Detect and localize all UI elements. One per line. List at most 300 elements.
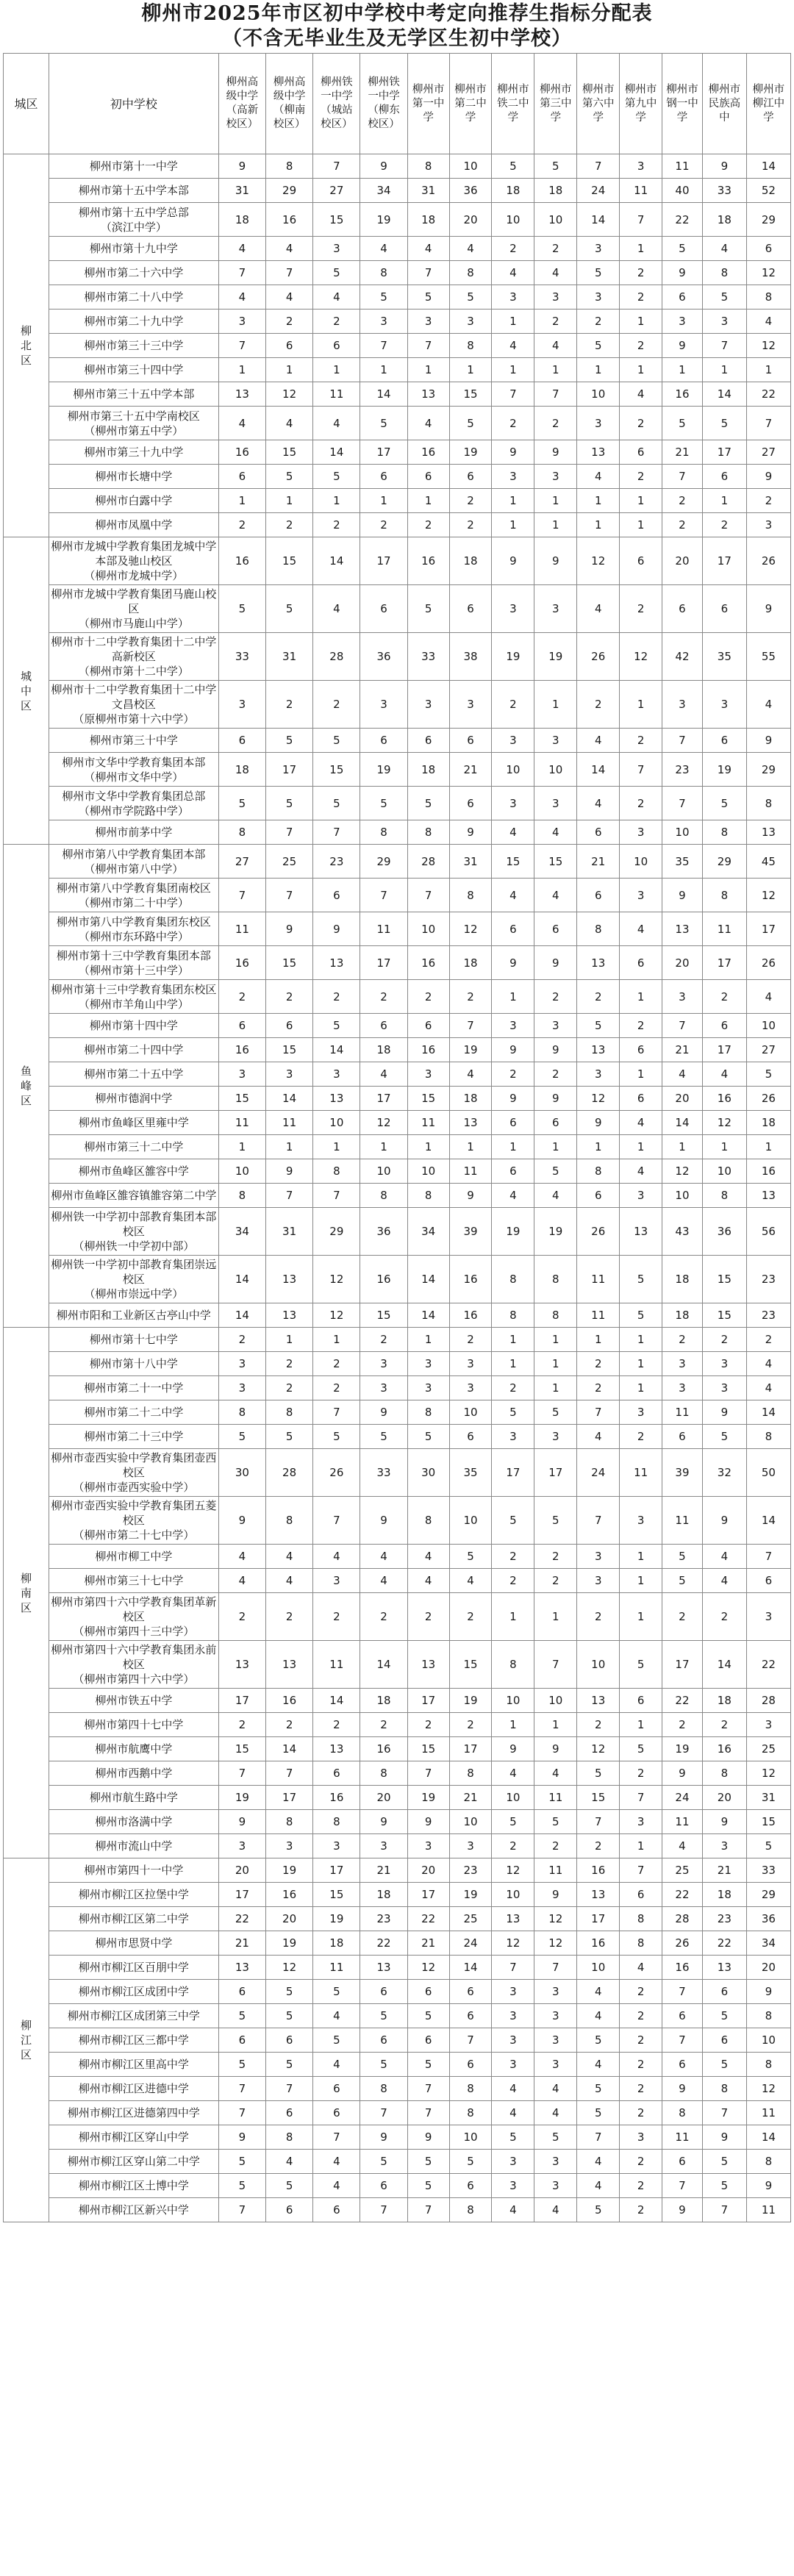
quota-cell: 3: [702, 1352, 746, 1376]
header-target-line: 校区）: [273, 118, 306, 130]
quota-cell: 2: [265, 1713, 312, 1737]
quota-cell: 23: [746, 1256, 790, 1303]
quota-cell: 20: [662, 946, 703, 980]
quota-cell: 4: [265, 1569, 312, 1593]
quota-cell: 3: [449, 1352, 492, 1376]
table-row: [4, 1400, 791, 1425]
quota-cell: 9: [662, 2077, 703, 2101]
quota-cell: 6: [492, 912, 534, 946]
header-target-6: [449, 54, 492, 154]
quota-cell: 4: [218, 1545, 265, 1569]
quota-cell: 2: [620, 787, 662, 820]
quota-cell: 18: [702, 203, 746, 237]
quota-cell: 2: [534, 1062, 577, 1087]
quota-cell: 14: [577, 203, 620, 237]
school-name-line: 柳州市柳江区穿山第二中学: [67, 2155, 200, 2168]
quota-cell: 3: [313, 1062, 360, 1087]
quota-cell: 1: [534, 1376, 577, 1400]
quota-cell: 8: [702, 1184, 746, 1208]
quota-cell: 6: [492, 1111, 534, 1135]
school-name-line: 柳州市航鹰中学: [95, 1742, 173, 1756]
quota-cell: 19: [534, 1208, 577, 1256]
district-name-char: 鱼: [21, 1065, 32, 1078]
quota-cell: 5: [577, 2198, 620, 2222]
quota-cell: 22: [407, 1907, 449, 1931]
quota-cell: 9: [360, 1400, 407, 1425]
quota-cell: 10: [492, 203, 534, 237]
quota-cell: 13: [407, 1641, 449, 1689]
quota-cell: 16: [265, 1883, 312, 1907]
quota-cell: 5: [265, 2174, 312, 2198]
quota-cell: 8: [313, 1810, 360, 1834]
quota-cell: 16: [662, 382, 703, 407]
quota-cell: 14: [265, 1737, 312, 1761]
school-name-line: 柳州市第十七中学: [89, 1333, 178, 1346]
quota-cell: 4: [218, 1569, 265, 1593]
quota-cell: 4: [534, 334, 577, 358]
quota-cell: 7: [218, 2198, 265, 2222]
quota-cell: 13: [407, 382, 449, 407]
header-target-line: 中: [719, 111, 730, 124]
quota-cell: 35: [662, 845, 703, 879]
quota-cell: 18: [360, 1038, 407, 1062]
quota-cell: 2: [620, 2004, 662, 2028]
school-name-line: 柳州市第三十七中学: [84, 1574, 184, 1587]
quota-cell: 8: [407, 1497, 449, 1545]
quota-cell: 1: [492, 513, 534, 537]
quota-cell: 4: [265, 1545, 312, 1569]
quota-cell: 8: [360, 1761, 407, 1786]
quota-cell: 5: [702, 1425, 746, 1449]
quota-cell: 3: [313, 1569, 360, 1593]
quota-cell: 4: [492, 2077, 534, 2101]
quota-cell: 1: [313, 1328, 360, 1352]
quota-cell: 16: [265, 203, 312, 237]
quota-cell: 3: [577, 285, 620, 310]
quota-cell: 2: [449, 513, 492, 537]
quota-cell: 3: [360, 310, 407, 334]
quota-cell: 10: [449, 1810, 492, 1834]
school-name-cell: [49, 1135, 219, 1159]
quota-cell: 13: [702, 1956, 746, 1980]
school-name-line: （柳州市龙城中学）: [84, 569, 184, 582]
quota-cell: 12: [313, 1256, 360, 1303]
header-target-line: 柳州高: [273, 76, 306, 88]
quota-cell: 6: [662, 2004, 703, 2028]
quota-cell: 16: [218, 440, 265, 465]
school-name-line: 柳州市第四十七中学: [84, 1718, 184, 1731]
quota-cell: 15: [407, 1737, 449, 1761]
quota-cell: 19: [449, 440, 492, 465]
quota-cell: 7: [360, 2101, 407, 2125]
quota-cell: 10: [492, 753, 534, 787]
quota-cell: 8: [449, 261, 492, 285]
quota-cell: 3: [492, 1014, 534, 1038]
quota-cell: 4: [620, 1111, 662, 1135]
quota-cell: 6: [702, 465, 746, 489]
table-row: [4, 1810, 791, 1834]
school-name-cell: [49, 2053, 219, 2077]
school-name-line: （柳州市羊角山中学）: [78, 997, 189, 1011]
quota-cell: 5: [313, 1980, 360, 2004]
quota-cell: 9: [534, 1737, 577, 1761]
quota-cell: 11: [265, 1111, 312, 1135]
table-row: [4, 879, 791, 912]
quota-cell: 23: [360, 1907, 407, 1931]
quota-cell: 10: [492, 1883, 534, 1907]
quota-cell: 7: [265, 820, 312, 845]
quota-cell: 7: [407, 2101, 449, 2125]
header-target-line: （城站: [321, 104, 353, 116]
quota-cell: 6: [449, 585, 492, 633]
school-name-cell: [49, 1713, 219, 1737]
quota-cell: 24: [577, 1449, 620, 1497]
quota-cell: 21: [218, 1931, 265, 1956]
school-name-line: 柳州市前茅中学: [95, 826, 173, 839]
quota-cell: 2: [265, 1593, 312, 1641]
quota-cell: 12: [492, 1931, 534, 1956]
school-name-cell: [49, 879, 219, 912]
quota-cell: 3: [218, 681, 265, 729]
quota-cell: 15: [702, 1256, 746, 1303]
quota-cell: 3: [534, 1980, 577, 2004]
quota-cell: 26: [577, 633, 620, 681]
quota-cell: 17: [407, 1689, 449, 1713]
header-target-line: 柳州高: [226, 76, 259, 88]
quota-cell: 6: [662, 2150, 703, 2174]
quota-cell: 1: [492, 1328, 534, 1352]
school-name-cell: [49, 1858, 219, 1883]
quota-cell: 5: [313, 1014, 360, 1038]
quota-cell: 3: [577, 407, 620, 440]
quota-cell: 2: [577, 1376, 620, 1400]
school-name-line: 柳州市鱼峰区里雍中学: [78, 1116, 189, 1129]
quota-cell: 9: [492, 440, 534, 465]
school-name-cell: [49, 2125, 219, 2150]
quota-cell: 1: [492, 980, 534, 1014]
school-name-cell: [49, 489, 219, 513]
quota-cell: 29: [702, 845, 746, 879]
quota-cell: 9: [218, 154, 265, 179]
quota-cell: 17: [702, 946, 746, 980]
header-target-line: 学: [550, 111, 562, 124]
quota-cell: 1: [407, 489, 449, 513]
school-name-cell: [49, 407, 219, 440]
quota-cell: 4: [577, 2174, 620, 2198]
quota-cell: 7: [360, 334, 407, 358]
school-name-cell: [49, 1038, 219, 1062]
quota-cell: 9: [449, 1184, 492, 1208]
quota-cell: 5: [218, 2150, 265, 2174]
header-target-4: [360, 54, 407, 154]
quota-cell: 2: [407, 513, 449, 537]
quota-cell: 29: [746, 753, 790, 787]
table-row: [4, 513, 791, 537]
quota-cell: 17: [534, 1449, 577, 1497]
quota-cell: 8: [449, 2101, 492, 2125]
school-name-line: 柳州市思贤中学: [95, 1936, 173, 1950]
quota-cell: 5: [746, 1062, 790, 1087]
quota-cell: 19: [662, 1737, 703, 1761]
quota-cell: 1: [407, 358, 449, 382]
quota-cell: 3: [702, 310, 746, 334]
quota-cell: 5: [449, 1545, 492, 1569]
district-name-char: 区: [21, 698, 32, 712]
quota-cell: 8: [746, 787, 790, 820]
quota-cell: 1: [360, 1135, 407, 1159]
quota-cell: 7: [265, 879, 312, 912]
header-target-line: 柳州市: [582, 83, 615, 96]
quota-cell: 17: [702, 440, 746, 465]
header-target-line: 柳州市: [666, 83, 698, 96]
quota-cell: 15: [313, 753, 360, 787]
table-row: [4, 1062, 791, 1087]
quota-cell: 5: [492, 2125, 534, 2150]
quota-cell: 18: [218, 753, 265, 787]
quota-cell: 7: [218, 334, 265, 358]
school-name-cell: [49, 1980, 219, 2004]
table-row: [4, 1111, 791, 1135]
quota-cell: 2: [218, 1328, 265, 1352]
quota-cell: 15: [702, 1303, 746, 1328]
quota-cell: 4: [534, 261, 577, 285]
quota-cell: 5: [577, 2101, 620, 2125]
quota-cell: 17: [702, 537, 746, 585]
quota-cell: 7: [407, 879, 449, 912]
allocation-table: [3, 53, 791, 2222]
quota-cell: 4: [449, 237, 492, 261]
header-target-9: [577, 54, 620, 154]
quota-cell: 20: [746, 1956, 790, 1980]
quota-cell: 2: [492, 407, 534, 440]
quota-cell: 5: [577, 1014, 620, 1038]
school-name-line: 柳州市文华中学教育集团本部: [62, 755, 206, 769]
quota-cell: 11: [702, 912, 746, 946]
quota-cell: 6: [702, 585, 746, 633]
table-row: [4, 820, 791, 845]
table-row: [4, 1545, 791, 1569]
quota-cell: 3: [534, 729, 577, 753]
quota-cell: 8: [746, 285, 790, 310]
quota-cell: 6: [449, 1980, 492, 2004]
quota-cell: 1: [492, 489, 534, 513]
quota-cell: 9: [265, 912, 312, 946]
quota-cell: 16: [265, 1689, 312, 1713]
quota-cell: 8: [620, 1907, 662, 1931]
table-row: [4, 1497, 791, 1545]
quota-cell: 2: [265, 980, 312, 1014]
quota-cell: 1: [534, 681, 577, 729]
header-target-line: 铁二中: [497, 97, 529, 110]
quota-cell: 5: [313, 729, 360, 753]
quota-cell: 19: [534, 633, 577, 681]
quota-cell: 2: [492, 1569, 534, 1593]
quota-cell: 23: [702, 1907, 746, 1931]
quota-cell: 28: [313, 633, 360, 681]
school-name-line: 柳州市龙城中学教育集团马鹿山校: [51, 587, 217, 601]
quota-cell: 7: [534, 382, 577, 407]
quota-cell: 6: [702, 1980, 746, 2004]
quota-cell: 1: [534, 1328, 577, 1352]
quota-cell: 5: [702, 787, 746, 820]
school-name-cell: [49, 681, 219, 729]
quota-cell: 15: [265, 537, 312, 585]
quota-cell: 10: [492, 1689, 534, 1713]
school-name-line: 柳州市十二中学教育集团十二中学: [51, 635, 217, 648]
quota-cell: 9: [662, 879, 703, 912]
school-name-line: （柳州市第二十中学）: [78, 895, 189, 909]
quota-cell: 2: [620, 407, 662, 440]
quota-cell: 7: [218, 1761, 265, 1786]
header-target-line: 第一中: [412, 97, 445, 110]
quota-cell: 2: [449, 1328, 492, 1352]
table-row: [4, 334, 791, 358]
quota-cell: 2: [313, 1713, 360, 1737]
quota-cell: 3: [407, 1376, 449, 1400]
quota-cell: 3: [265, 1062, 312, 1087]
quota-cell: 16: [407, 537, 449, 585]
quota-cell: 3: [534, 787, 577, 820]
quota-cell: 2: [662, 513, 703, 537]
quota-cell: 9: [534, 1038, 577, 1062]
quota-cell: 6: [218, 1014, 265, 1038]
quota-cell: 18: [449, 537, 492, 585]
quota-cell: 7: [662, 1014, 703, 1038]
quota-cell: 14: [662, 1111, 703, 1135]
quota-cell: 1: [620, 358, 662, 382]
quota-cell: 3: [449, 310, 492, 334]
quota-cell: 3: [620, 1400, 662, 1425]
quota-cell: 27: [746, 440, 790, 465]
quota-cell: 9: [702, 1810, 746, 1834]
school-name-line: 柳州市德润中学: [95, 1092, 173, 1105]
quota-cell: 5: [492, 154, 534, 179]
quota-cell: 2: [620, 2028, 662, 2053]
quota-cell: 3: [218, 1352, 265, 1376]
quota-cell: 9: [662, 1761, 703, 1786]
quota-cell: 13: [746, 820, 790, 845]
quota-cell: 29: [265, 179, 312, 203]
school-name-line: （柳州市马鹿山中学）: [78, 617, 189, 630]
quota-cell: 4: [577, 2004, 620, 2028]
quota-cell: 7: [620, 203, 662, 237]
quota-cell: 16: [449, 1303, 492, 1328]
quota-cell: 1: [577, 1135, 620, 1159]
quota-cell: 5: [702, 2004, 746, 2028]
header-target-line: 民族高: [708, 97, 741, 110]
quota-cell: 1: [534, 1713, 577, 1737]
quota-cell: 8: [746, 2150, 790, 2174]
quota-cell: 2: [313, 980, 360, 1014]
quota-cell: 4: [313, 285, 360, 310]
quota-cell: 27: [313, 179, 360, 203]
quota-cell: 9: [360, 154, 407, 179]
school-name-line: 柳州市第二十四中学: [84, 1043, 184, 1056]
school-name-line: 柳州市阳和工业新区古亭山中学: [56, 1309, 211, 1322]
quota-cell: 4: [313, 585, 360, 633]
quota-cell: 5: [218, 585, 265, 633]
quota-cell: 9: [662, 261, 703, 285]
header-target-10: [620, 54, 662, 154]
quota-cell: 8: [702, 820, 746, 845]
quota-cell: 2: [492, 1834, 534, 1858]
quota-cell: 13: [577, 1689, 620, 1713]
quota-cell: 2: [218, 1713, 265, 1737]
quota-cell: 10: [449, 154, 492, 179]
quota-cell: 9: [746, 585, 790, 633]
quota-cell: 14: [218, 1256, 265, 1303]
quota-cell: 3: [492, 1425, 534, 1449]
quota-cell: 2: [492, 1376, 534, 1400]
school-name-cell: [49, 1352, 219, 1376]
quota-cell: 3: [534, 585, 577, 633]
header-target-line: 学: [763, 111, 774, 124]
quota-cell: 6: [407, 465, 449, 489]
quota-cell: 2: [360, 513, 407, 537]
quota-cell: 10: [449, 1400, 492, 1425]
quota-cell: 2: [702, 1713, 746, 1737]
quota-cell: 9: [534, 537, 577, 585]
quota-cell: 4: [492, 820, 534, 845]
school-name-line: 柳州市第二十二中学: [84, 1406, 184, 1419]
table-row: [4, 787, 791, 820]
quota-cell: 4: [620, 1956, 662, 1980]
quota-cell: 10: [534, 203, 577, 237]
quota-cell: 2: [534, 980, 577, 1014]
table-row: [4, 1931, 791, 1956]
quota-cell: 17: [449, 1737, 492, 1761]
quota-cell: 4: [702, 237, 746, 261]
quota-cell: 40: [662, 179, 703, 203]
quota-cell: 7: [360, 2198, 407, 2222]
quota-cell: 36: [449, 179, 492, 203]
quota-cell: 4: [449, 1569, 492, 1593]
quota-cell: 15: [449, 382, 492, 407]
quota-cell: 11: [449, 1159, 492, 1184]
quota-cell: 3: [620, 2125, 662, 2150]
table-row: [4, 1593, 791, 1641]
quota-cell: 1: [620, 310, 662, 334]
quota-cell: 4: [746, 980, 790, 1014]
quota-cell: 2: [662, 1328, 703, 1352]
quota-cell: 7: [662, 787, 703, 820]
quota-cell: 2: [265, 1376, 312, 1400]
quota-cell: 6: [746, 1569, 790, 1593]
quota-cell: 13: [218, 1956, 265, 1980]
quota-cell: 5: [662, 1569, 703, 1593]
school-name-cell: [49, 1907, 219, 1931]
quota-cell: 4: [746, 681, 790, 729]
quota-cell: 2: [265, 513, 312, 537]
quota-cell: 3: [702, 1376, 746, 1400]
quota-cell: 2: [620, 2174, 662, 2198]
quota-cell: 17: [492, 1449, 534, 1497]
quota-cell: 6: [449, 465, 492, 489]
quota-cell: 5: [218, 2004, 265, 2028]
quota-cell: 12: [577, 537, 620, 585]
quota-cell: 14: [265, 1087, 312, 1111]
school-name-cell: [49, 912, 219, 946]
school-name-cell: [49, 1497, 219, 1545]
school-name-line: 柳州市柳工中学: [95, 1550, 173, 1563]
quota-cell: 22: [746, 382, 790, 407]
quota-cell: 6: [534, 1111, 577, 1135]
school-name-line: 校区: [122, 1225, 145, 1238]
quota-cell: 7: [534, 1956, 577, 1980]
quota-cell: 2: [218, 1593, 265, 1641]
quota-cell: 18: [407, 753, 449, 787]
quota-cell: 1: [534, 489, 577, 513]
